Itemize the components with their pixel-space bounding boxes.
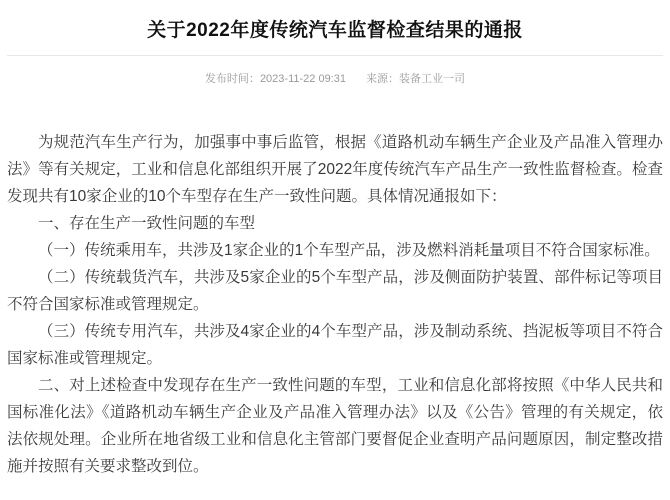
source (366, 69, 465, 89)
body-paragraph: 为规范汽车生产行为，加强事中事后监管，根据《道路机动车辆生产企业及产品准入管理办法》等有关规定，工业和信息化部组织开展了2022年度传统汽车产品生产一致性监督检查。检查发现共有10家企业的10个车型存在生产一致性问题。具体情况通报如下： (7, 134, 663, 205)
body-paragraph: （三）传统专用汽车，共涉及4家企业的4个车型产品，涉及制动系统、挡泥板等项目不符合国家标准或管理规定。 (7, 323, 663, 367)
body-paragraph: （一）传统乘用车，共涉及1家企业的1个车型产品，涉及燃料消耗量项目不符合国家标准。 (38, 242, 660, 259)
section-heading: 一、存在生产一致性问题的车型 (38, 215, 256, 232)
source-label: 来源： (366, 73, 400, 85)
article-body (7, 129, 663, 480)
title-divider (7, 55, 663, 56)
publish-time-label: 发布时间： (204, 73, 260, 85)
page-title: 关于2022年度传统汽车监督检查结果的通报 (147, 20, 523, 41)
publish-time-value: 2023-11-22 09:31 (259, 73, 346, 85)
publish-time (205, 69, 346, 89)
body-paragraph: （二）传统载货汽车，共涉及5家企业的5个车型产品，涉及侧面防护装置、部件标记等项目不符合国家标准或管理规定。 (7, 269, 663, 313)
source-value: 装备工业一司 (399, 73, 466, 85)
article-meta (7, 69, 663, 89)
section-heading: 二、对上述检查中发现存在生产一致性问题的车型，工业和信息化部将按照《中华人民共和国标准化法》《道路机动车辆生产企业及产品准入管理办法》以及《公告》管理的有关规定，依法依规处理。企业所在地省级工业和信息化主管部门要督促企业查明产品问题原因，制定整改措施并按照有关要求整改到位。 (7, 377, 663, 475)
